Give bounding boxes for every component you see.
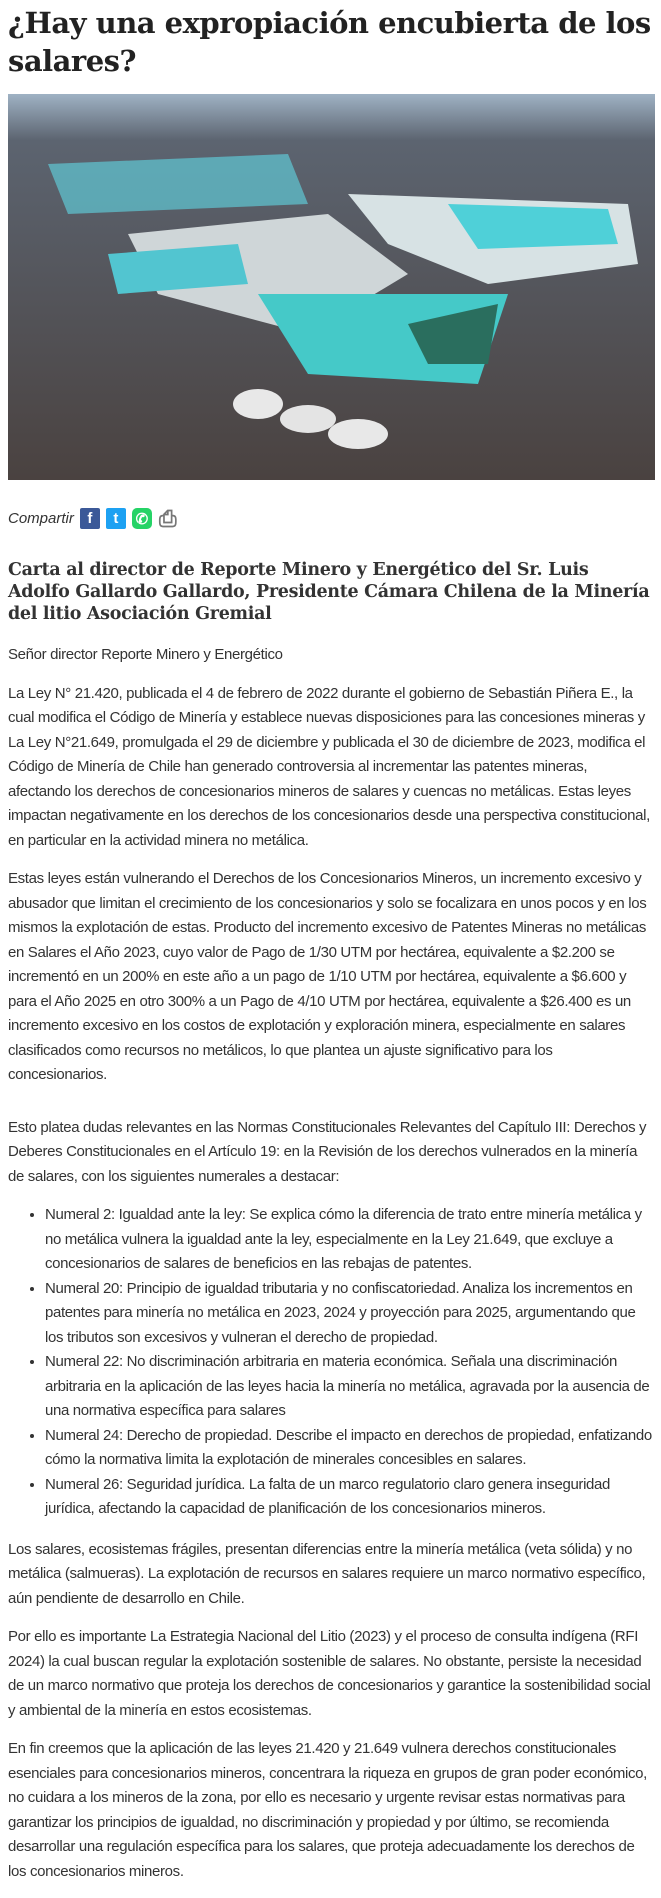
salutation: Señor director Reporte Minero y Energético	[8, 646, 283, 663]
article-title: ¿Hay una expropiación encubierta de los salares?	[8, 6, 651, 78]
paragraph: Esto platea dudas relevantes en las Normas Constitucionales Relevantes del Capítulo III: Derechos y Deberes Constitucionales en el Artículo 19: en la Revisión de los derechos vulnerados en la minería de salares, con los siguientes numerales a destacar:	[8, 1118, 647, 1185]
list-item: • Numeral 22: No discriminación arbitraria en materia económica. Señala una discriminación arbitraria en la aplicación de las leyes hacia la minería no metálica, agravada por la ausencia de una normativa específica para salares	[45, 1350, 653, 1424]
hero-image-salt-flats	[8, 94, 655, 480]
list-item: • Numeral 2: Igualdad ante la ley: Se explica cómo la diferencia de trato entre minería metálica y no metálica vulnera la igualdad ante la ley, especialmente en la Ley 21.649, que excluye a concesionarios de salares de beneficios en las rebajas de patentes.	[45, 1203, 653, 1277]
list-item: • Numeral 26: Seguridad jurídica. La falta de un marco regulatorio claro genera inseguridad jurídica, afectando la capacidad de planificación de los concesionarios mineros.	[45, 1473, 653, 1522]
print-icon[interactable]: ⎙	[159, 505, 177, 531]
share-label: Compartir	[8, 510, 74, 527]
paragraph: Por ello es importante La Estrategia Nacional del Litio (2023) y el proceso de consulta indígena (RFI 2024) la cual buscan regular la explotación sostenible de salares. No obstante, persiste la necesidad de un marco normativo que proteja los derechos de concesionarios y garantice la sostenibilidad social y ambiental de la minería en estos ecosistemas.	[8, 1628, 651, 1719]
whatsapp-icon[interactable]: ✆	[132, 508, 152, 529]
share-bar	[8, 505, 653, 531]
article-subtitle: Carta al director de Reporte Minero y Energético del Sr. Luis Adolfo Gallardo Gallardo, Presidente Cámara Chilena de la Minería del litio Asociación Gremial	[8, 560, 650, 624]
numerals-list	[8, 1203, 653, 1522]
facebook-icon[interactable]: f	[80, 508, 100, 529]
list-item: • Numeral 24: Derecho de propiedad. Describe el impacto en derechos de propiedad, enfatizando cómo la normativa limita la explotación de minerales concesibles en salares.	[45, 1424, 653, 1473]
paragraph: La Ley N° 21.420, publicada el 4 de febrero de 2022 durante el gobierno de Sebastián Piñera E., la cual modifica el Código de Minería y establece nuevas disposiciones para las concesiones mineras y La Ley N°21.649, promulgada el 29 de diciembre y publicada el 30 de diciembre de 2023, modifica el Código de Minería de Chile han generado controversia al incrementar las patentes mineras, afectando los derechos de concesionarios mineros de salares y cuencas no metálicas. Estas leyes impactan negativamente en los derechos de los concesionarios desde una perspectiva constitucional, en particular en la actividad minera no metálica.	[8, 684, 650, 849]
article	[0, 4, 661, 1884]
paragraph: Los salares, ecosistemas frágiles, presentan diferencias entre la minería metálica (veta sólida) y no metálica (salmueras). La explotación de recursos en salares requiere un marco normativo específico, aún pendiente de desarrollo en Chile.	[8, 1540, 646, 1607]
paragraph: En fin creemos que la aplicación de las leyes 21.420 y 21.649 vulnera derechos constitucionales esenciales para concesionarios mineros, concentrara la riqueza en grupos de gran poder económico, no cuidara a los mineros de la zona, por ello es necesario y urgente revisar estas normativas para garantizar los principios de igualdad, no discriminación y propiedad y por último, se recomienda desarrollar una regulación específica para los salares, que proteja adecuadamente los derechos de los concesionarios mineros.	[8, 1740, 647, 1880]
twitter-icon[interactable]: t	[106, 508, 126, 529]
paragraph: Estas leyes están vulnerando el Derechos de los Concesionarios Mineros, un incremento excesivo y abusador que limitan el crecimiento de los concesionarios y solo se focalizara en unos pocos y en los mismos la explotación de estas. Producto del incremento excesivo de Patentes Mineras no metálicas en Salares el Año 2023, cuyo valor de Pago de 1/30 UTM por hectárea, equivalente a $2.200 se incrementó en un 200% en este año a un pago de 1/10 UTM por hectárea, equivalente a $6.600 y para el Año 2025 en otro 300% a un Pago de 4/10 UTM por hectárea, equivalente a $26.400 es un incremento excesivo en los costos de explotación y exploración minera, especialmente en salares clasificados como recursos no metálicos, lo que plantea un ajuste significativo para los concesionarios.	[8, 870, 647, 1083]
list-item: • Numeral 20: Principio de igualdad tributaria y no confiscatoriedad. Analiza los incrementos en patentes para minería no metálica en 2023, 2024 y proyección para 2025, argumentando que los tributos son excesivos y vulneran el derecho de propiedad.	[45, 1277, 653, 1351]
